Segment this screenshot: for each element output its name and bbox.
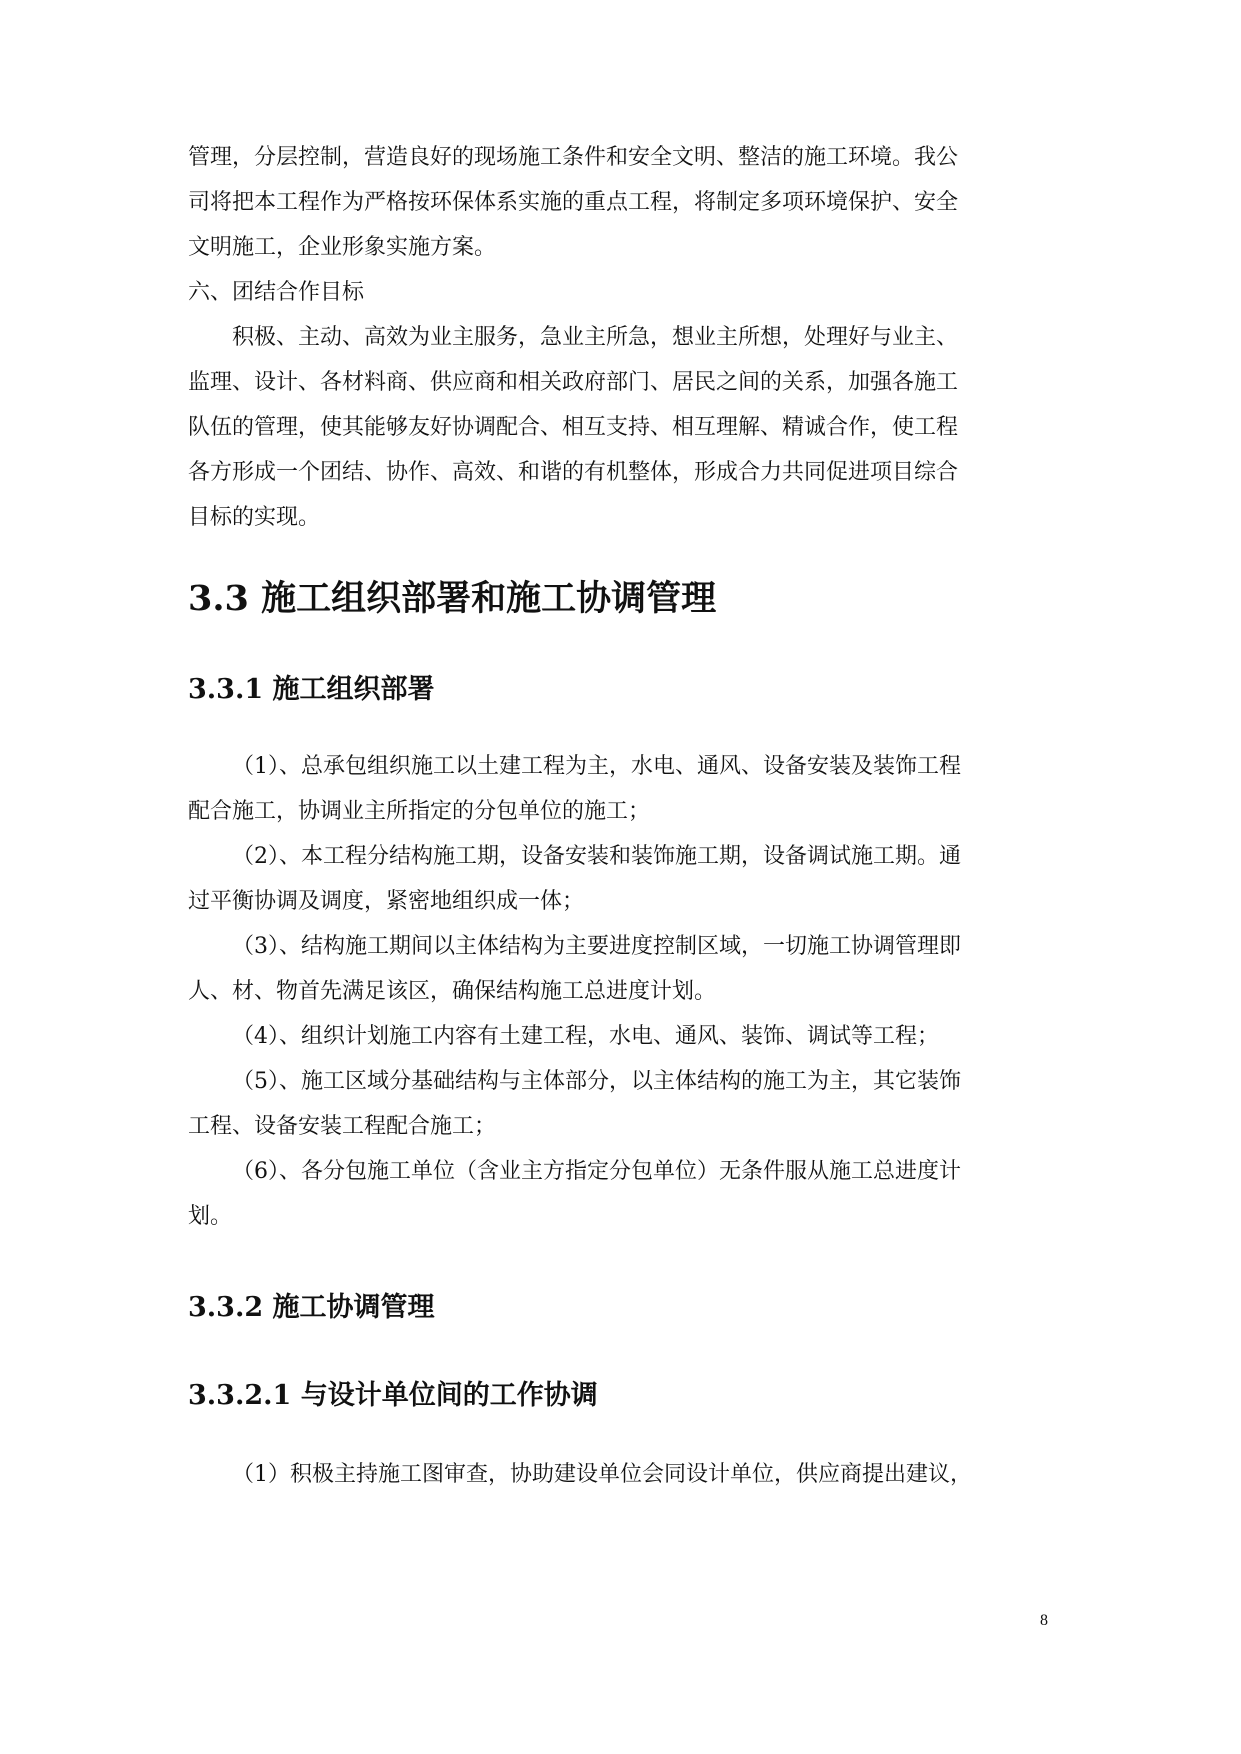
list-item-line: （5）、施工区域分基础结构与主体部分，以主体结构的施工为主，其它装饰 — [232, 1069, 961, 1094]
paragraph-line: 各方形成一个团结、协作、高效、和谐的有机整体，形成合力共同促进项目综合 — [188, 460, 959, 485]
subheading-line: 六、团结合作目标 — [188, 280, 365, 305]
paragraph-line: 监理、设计、各材料商、供应商和相关政府部门、居民之间的关系，加强各施工 — [188, 370, 959, 395]
list-item-line: （2）、本工程分结构施工期，设备安装和装饰施工期，设备调试施工期。通 — [232, 844, 961, 869]
section-heading-3-3-2-1: 3.3.2.1 与设计单位间的工作协调 — [188, 1380, 598, 1411]
list-item-line: （1）、总承包组织施工以土建工程为主，水电、通风、设备安装及装饰工程 — [232, 754, 961, 779]
list-item-line: （1）积极主持施工图审查，协助建设单位会同设计单位，供应商提出建议， — [232, 1462, 972, 1487]
list-item-line: 划。 — [188, 1204, 233, 1229]
section-heading-3-3-2: 3.3.2 施工协调管理 — [188, 1292, 435, 1323]
page-number: 8 — [1040, 1612, 1048, 1629]
paragraph-line: 积极、主动、高效为业主服务，急业主所急，想业主所想，处理好与业主、 — [232, 325, 959, 350]
list-item-line: （6）、各分包施工单位（含业主方指定分包单位）无条件服从施工总进度计 — [232, 1159, 961, 1184]
paragraph-line: 队伍的管理，使其能够友好协调配合、相互支持、相互理解、精诚合作，使工程 — [188, 415, 959, 440]
list-item-line: 工程、设备安装工程配合施工； — [188, 1114, 497, 1139]
list-item-line: 过平衡协调及调度，紧密地组织成一体； — [188, 889, 585, 914]
paragraph-line: 管理，分层控制，营造良好的现场施工条件和安全文明、整洁的施工环境。我公 — [188, 145, 959, 170]
list-item-line: 人、材、物首先满足该区，确保结构施工总进度计划。 — [188, 979, 717, 1004]
section-heading-3-3: 3.3 施工组织部署和施工协调管理 — [188, 578, 717, 619]
paragraph-line: 司将把本工程作为严格按环保体系实施的重点工程，将制定多项环境保护、安全 — [188, 190, 959, 215]
list-item-line: （4）、组织计划施工内容有土建工程，水电、通风、装饰、调试等工程； — [232, 1024, 939, 1049]
section-heading-3-3-1: 3.3.1 施工组织部署 — [188, 674, 435, 705]
list-item-line: 配合施工，协调业主所指定的分包单位的施工； — [188, 799, 651, 824]
paragraph-line: 文明施工，企业形象实施方案。 — [188, 235, 497, 260]
paragraph-line: 目标的实现。 — [188, 505, 321, 530]
list-item-line: （3）、结构施工期间以主体结构为主要进度控制区域，一切施工协调管理即 — [232, 934, 961, 959]
